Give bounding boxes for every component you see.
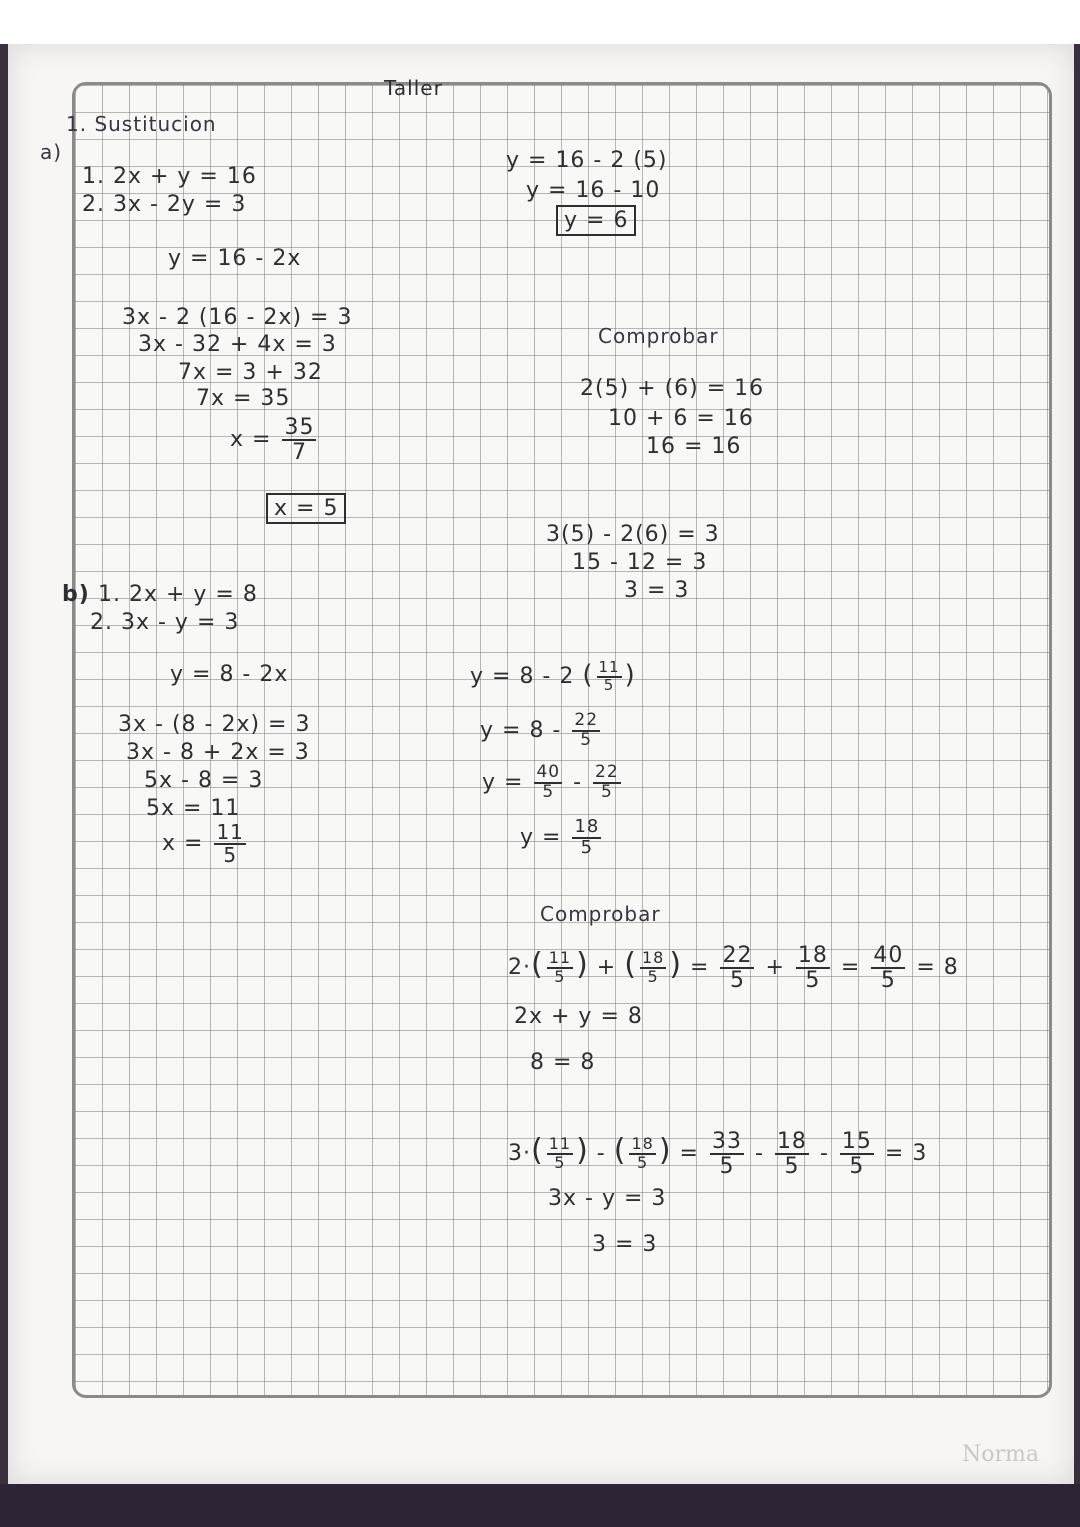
section-title: 1. Sustitucion [66,112,217,136]
part-b-sub2: 3x - 8 + 2x = 3 [126,740,310,765]
numerator: 18 [631,1134,654,1154]
numerator: 15 [841,1129,872,1154]
numerator: 33 [711,1129,742,1154]
denominator: 5 [784,1154,800,1180]
part-a-check2: 10 + 6 = 16 [608,406,754,431]
fraction [572,712,600,750]
desk-surface [0,1484,1080,1527]
part-b-y3 [482,764,624,802]
part-b-y2 [480,712,603,750]
part-a-y2: y = 16 - 10 [526,178,661,203]
part-a-check6: 3 = 3 [624,578,690,603]
part-a-sub3: 7x = 3 + 32 [178,360,323,385]
denominator: 5 [719,1154,735,1180]
part-a-sub4: 7x = 35 [196,386,291,411]
part-b-isolate: y = 8 - 2x [170,662,289,687]
numerator: 11 [598,658,620,676]
page-title: Taller [384,76,443,100]
part-a-check5: 15 - 12 = 3 [572,550,708,575]
numerator: 11 [216,820,244,844]
part-a-x-lhs: x = [230,427,272,453]
denominator: 5 [849,1154,865,1180]
fraction [720,944,754,992]
fraction [629,1136,655,1172]
part-b-y1: y = 8 - 2 ( $\frac{11}{5}$ ) [470,658,636,694]
numerator: 22 [574,710,599,730]
operator: + [596,955,617,981]
part-b-check-line3: 8 = 8 [530,1050,596,1075]
prefix: 3· [508,1141,531,1167]
operator: = [840,955,861,981]
answer-box: y = 6 [556,205,636,236]
fraction [534,764,562,802]
prefix: 2· [508,955,531,981]
part-b-check-line6: 3 = 3 [592,1232,658,1257]
fraction [775,1130,809,1178]
numerator: 18 [574,816,600,837]
part-b-sub1: 3x - (8 - 2x) = 3 [118,712,311,737]
part-b-check-line1: 2·( $\frac{11}{5}$ ) + ( $\frac{18}{5}$ ) = $\frac{22}{5}$ + $\frac{18}{5}$ = $\frac{40}{5}$ = 8 [508,943,959,994]
fraction [547,950,573,986]
part-b-y4-lhs: y = [520,824,562,850]
part-b-y1-lhs: y = 8 - 2 [470,663,575,689]
part-b-y2-lhs: y = 8 - [480,717,562,743]
denominator: 5 [580,836,594,858]
answer-box: x = 5 [266,493,346,524]
part-b-label: b) [62,582,90,607]
numerator: 40 [536,762,561,782]
denominator: 5 [603,675,615,694]
part-b-check-line5: 3x - y = 3 [548,1186,667,1211]
numerator: 35 [284,415,315,440]
brand-logo: Norma [962,1442,1039,1467]
part-a-y1: y = 16 - 2 (5) [506,148,668,173]
part-b-eq1: 1. 2x + y = 8 [98,582,258,607]
part-a-label: a) [40,140,63,164]
part-b-x-fraction [162,822,249,866]
part-b-sub4: 5x = 11 [146,796,241,821]
denominator: 5 [600,781,613,802]
fraction [871,944,905,992]
denominator: 5 [729,968,745,994]
part-a-eq1: 1. 2x + y = 16 [82,164,257,189]
fraction [547,1136,573,1172]
operator: - [573,769,583,795]
result: = 3 [884,1141,928,1167]
part-a-sub1: 3x - 2 (16 - 2x) = 3 [122,305,353,330]
numerator: 11 [548,1134,572,1154]
part-a-x-fraction [230,416,319,464]
fraction [282,416,316,464]
fraction [593,764,621,802]
part-b-sub3: 5x - 8 = 3 [144,768,264,793]
denominator: 5 [637,1153,649,1173]
operator: - [819,1141,829,1167]
numerator: 18 [797,943,828,968]
part-a-eq2: 2. 3x - 2y = 3 [82,192,247,217]
numerator: 22 [595,762,619,782]
top-band [0,0,1080,44]
denominator: 5 [223,843,238,867]
fraction [572,818,601,858]
denominator: 5 [554,1153,566,1173]
part-a-isolate: y = 16 - 2x [168,246,302,271]
fraction [640,950,666,986]
part-b-check-line2: 2x + y = 8 [514,1004,643,1029]
numerator: 22 [722,943,753,968]
operator: = [679,1141,699,1167]
denominator: 5 [647,967,659,987]
numerator: 11 [548,948,572,968]
part-a-sub2: 3x - 32 + 4x = 3 [138,332,337,357]
fraction [840,1130,874,1178]
part-a-check3: 16 = 16 [646,434,742,459]
denominator: 7 [291,440,307,466]
part-b-x-lhs: x = [162,831,204,856]
result: = 8 [916,955,959,981]
fraction [597,660,622,694]
numerator: 40 [873,943,904,968]
fraction [214,822,245,866]
part-a-check1: 2(5) + (6) = 16 [580,376,765,401]
operator: = [690,955,710,981]
operator: - [754,1141,764,1167]
numerator: 18 [776,1129,807,1154]
numerator: 18 [641,948,665,968]
part-b-check-line4: 3·( $\frac{11}{5}$ ) - ( $\frac{18}{5}$ ) = $\frac{33}{5}$ - $\frac{18}{5}$ - $\frac{15}{5}$ = 3 [508,1129,928,1180]
denominator: 5 [580,729,593,750]
denominator: 5 [880,968,896,994]
part-b-eq2: 2. 3x - y = 3 [90,610,240,635]
part-a-x-result [266,498,346,520]
denominator: 5 [542,781,555,802]
fraction [796,944,830,992]
denominator: 5 [805,968,821,994]
operator: - [596,1141,606,1167]
part-a-check4: 3(5) - 2(6) = 3 [546,522,720,547]
part-b-y3-lhs: y = [482,769,524,795]
part-a-check-label: Comprobar [598,324,719,348]
denominator: 5 [554,967,566,987]
part-b-y4 [520,818,604,858]
fraction [710,1130,744,1178]
operator: + [765,955,785,981]
part-b-check-label: Comprobar [540,902,661,926]
part-a-y-result [556,210,636,232]
